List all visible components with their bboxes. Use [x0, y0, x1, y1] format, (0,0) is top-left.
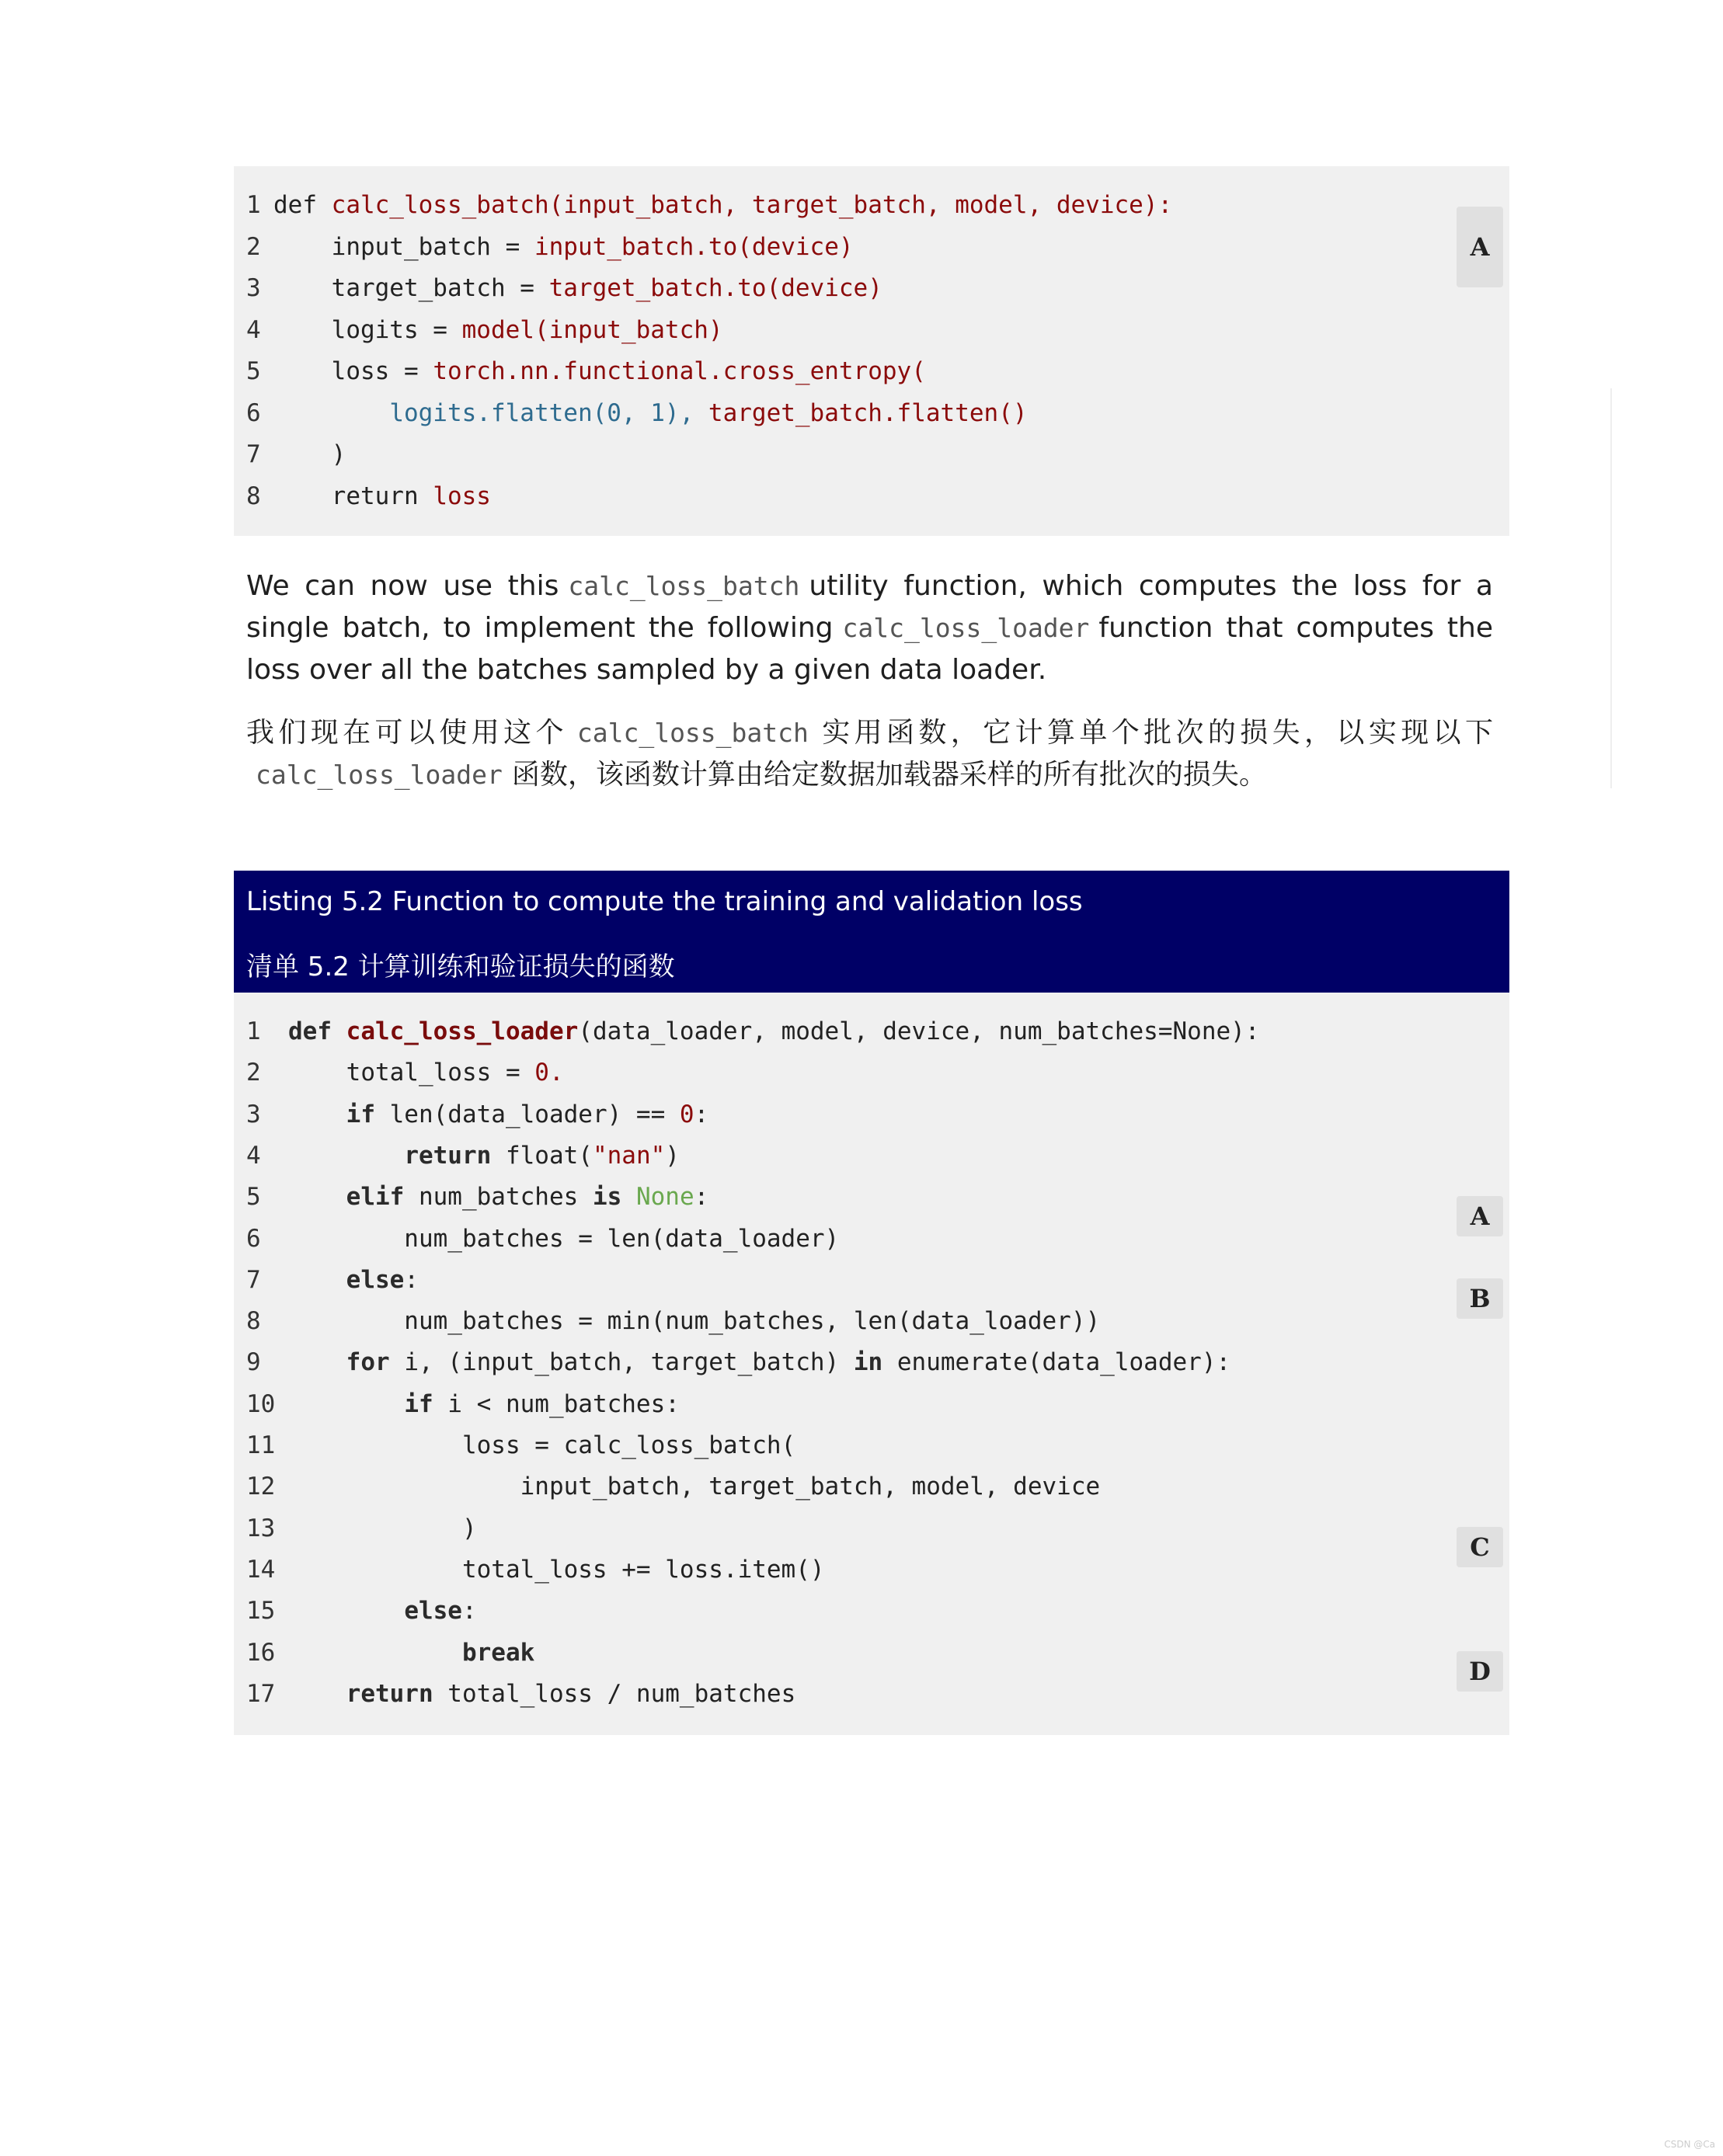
code-token: total_loss = — [288, 1059, 535, 1087]
listing-title-english: Listing 5.2 Function to compute the training and validation loss — [246, 886, 1083, 917]
code-token: None — [635, 1183, 694, 1212]
paragraph-text: function that computes the loss over all the batches sampled by a given data loader. — [246, 612, 1493, 686]
code-token: target_batch = — [273, 274, 549, 302]
code-token — [288, 1266, 346, 1294]
code-token: if — [346, 1100, 375, 1128]
line-number: 2 — [246, 1059, 261, 1087]
code-token: : — [461, 1597, 477, 1626]
line-number: 10 — [246, 1389, 276, 1418]
line-number: 5 — [246, 357, 261, 385]
watermark: CSDN @Ca — [1664, 2139, 1715, 2150]
code-token: ) — [288, 1514, 477, 1542]
code-token: for — [346, 1348, 390, 1377]
code-token — [288, 1142, 404, 1170]
code-line — [246, 1466, 1100, 1507]
code-line — [246, 185, 1172, 226]
listing-title-chinese: 清单 5.2 计算训练和验证损失的函数 — [246, 951, 675, 982]
line-number: 7 — [246, 440, 261, 468]
inline-code-calc-loss-batch: calc_loss_batch — [568, 571, 800, 601]
code-token: logits = — [273, 315, 462, 344]
paragraph-chinese — [246, 712, 1493, 796]
paragraph-text: 实用函数，它计算单个批次的损失，以实现以下 — [817, 717, 1493, 749]
side-rule — [1610, 388, 1612, 788]
code-token: : — [404, 1265, 419, 1294]
code-line — [246, 1508, 477, 1549]
line-number: 13 — [246, 1514, 276, 1542]
code-block-calc-loss-loader — [234, 993, 1509, 1735]
code-token — [273, 399, 389, 427]
line-number: 16 — [246, 1638, 276, 1667]
code-token: else — [404, 1597, 462, 1626]
code-token: target_batch.flatten() — [694, 398, 1028, 427]
line-number: 7 — [246, 1265, 261, 1294]
code-token: i, (input_batch, target_batch) — [389, 1348, 854, 1377]
code-token — [288, 1390, 404, 1418]
code-token: : — [694, 1100, 709, 1128]
code-token: if — [404, 1389, 433, 1418]
code-token: def — [273, 191, 332, 219]
line-number: 6 — [246, 398, 261, 427]
code-token: return — [346, 1679, 433, 1708]
line-number: 14 — [246, 1555, 276, 1584]
code-token: float( — [491, 1141, 593, 1170]
code-token: total_loss += loss.item() — [288, 1555, 825, 1584]
code-token — [288, 1348, 346, 1376]
code-token: input_batch = — [273, 232, 534, 261]
code-line — [246, 227, 854, 268]
code-line — [246, 1135, 680, 1177]
code-token — [621, 1183, 636, 1211]
line-number: 17 — [246, 1679, 276, 1708]
code-token: i < num_batches: — [433, 1389, 680, 1418]
code-line — [246, 1094, 708, 1135]
code-token: in — [853, 1348, 883, 1377]
code-line — [246, 268, 882, 309]
annotation-marker-a: A — [1457, 1196, 1503, 1236]
paragraph-text: We can now use this — [246, 570, 559, 602]
code-line — [246, 434, 346, 475]
code-token: target_batch.to(device) — [548, 274, 882, 302]
paragraph-text: 函数，该函数计算由给定数据加载器采样的所有批次的损失。 — [511, 759, 1267, 791]
code-line — [246, 1011, 1259, 1052]
code-token: num_batches = min(num_batches, len(data_loader)) — [288, 1307, 1101, 1336]
code-token: calc_loss_batch(input_batch, target_batch, model, device): — [331, 191, 1173, 219]
code-token — [288, 1597, 404, 1625]
line-number: 3 — [246, 274, 261, 302]
line-number: 5 — [246, 1183, 261, 1212]
code-token: (data_loader, model, device, num_batches=None): — [578, 1017, 1260, 1045]
code-line — [246, 351, 926, 392]
code-line — [246, 1674, 795, 1715]
code-token: break — [461, 1638, 535, 1667]
code-line — [246, 310, 723, 351]
code-token: loss = — [273, 357, 433, 385]
code-token: return — [404, 1141, 492, 1170]
code-line — [246, 1052, 564, 1094]
annotation-marker-d: D — [1457, 1651, 1503, 1692]
code-token: 0 — [679, 1100, 694, 1128]
line-number: 12 — [246, 1473, 276, 1501]
code-line — [246, 1260, 419, 1301]
line-number: 4 — [246, 1141, 261, 1170]
code-token: loss = calc_loss_batch( — [288, 1431, 796, 1459]
code-token: torch.nn.functional.cross_entropy( — [433, 357, 926, 385]
code-token: total_loss / num_batches — [433, 1679, 796, 1708]
line-number: 3 — [246, 1100, 261, 1128]
code-token: return — [273, 482, 433, 510]
code-token: elif — [346, 1183, 405, 1212]
code-line — [246, 1591, 477, 1632]
inline-code-calc-loss-batch: calc_loss_batch — [576, 718, 809, 748]
code-token: logits.flatten(0, 1), — [389, 398, 694, 427]
code-token: def — [288, 1017, 346, 1045]
annotation-marker-c: C — [1457, 1527, 1503, 1567]
code-token: is — [592, 1183, 622, 1212]
listing-header — [234, 871, 1509, 993]
code-line — [246, 1425, 795, 1466]
line-number: 1 — [246, 191, 261, 219]
code-token: model(input_batch) — [461, 315, 723, 344]
code-token: num_batches = len(data_loader) — [288, 1224, 840, 1253]
line-number: 8 — [246, 482, 261, 510]
line-number: 1 — [246, 1017, 261, 1045]
line-number: 8 — [246, 1307, 261, 1336]
code-block-calc-loss-batch — [234, 166, 1509, 536]
code-token: len(data_loader) == — [374, 1100, 680, 1128]
code-token: num_batches — [404, 1183, 593, 1212]
code-token: loss — [433, 482, 491, 510]
line-number: 2 — [246, 232, 261, 261]
paragraph-english — [246, 565, 1493, 691]
code-token: ) — [273, 440, 346, 468]
inline-code-calc-loss-loader: calc_loss_loader — [256, 760, 503, 790]
inline-code-calc-loss-loader: calc_loss_loader — [842, 613, 1090, 643]
code-line — [246, 1549, 825, 1591]
line-number: 15 — [246, 1597, 276, 1626]
line-number: 9 — [246, 1348, 261, 1377]
code-line — [246, 1384, 680, 1425]
code-token: input_batch, target_batch, model, device — [288, 1473, 1101, 1501]
code-token — [288, 1183, 346, 1211]
line-number: 4 — [246, 315, 261, 344]
code-token: enumerate(data_loader): — [882, 1348, 1231, 1377]
code-token: "nan" — [592, 1141, 666, 1170]
code-line — [246, 393, 1028, 434]
code-token: calc_loss_loader — [346, 1017, 579, 1045]
code-token — [288, 1639, 462, 1667]
code-token — [288, 1680, 346, 1708]
paragraph-text: utility function, which computes the loss for a single batch, to implement the following — [246, 570, 1493, 644]
code-token: 0. — [534, 1059, 564, 1087]
code-token: input_batch.to(device) — [534, 232, 854, 261]
annotation-marker-a: A — [1457, 207, 1503, 287]
paragraph-text: 我们现在可以使用这个 — [246, 717, 568, 749]
code-token: else — [346, 1265, 405, 1294]
code-line — [246, 1342, 1230, 1383]
annotation-marker-b: B — [1457, 1278, 1503, 1319]
code-line — [246, 1301, 1100, 1342]
line-number: 6 — [246, 1224, 261, 1253]
code-line — [246, 1633, 534, 1674]
code-line — [246, 1219, 839, 1260]
code-token: ) — [665, 1141, 680, 1170]
line-number: 11 — [246, 1431, 276, 1459]
code-token: : — [694, 1183, 709, 1212]
code-token — [288, 1101, 346, 1128]
code-line — [246, 476, 491, 517]
code-line — [246, 1177, 708, 1218]
